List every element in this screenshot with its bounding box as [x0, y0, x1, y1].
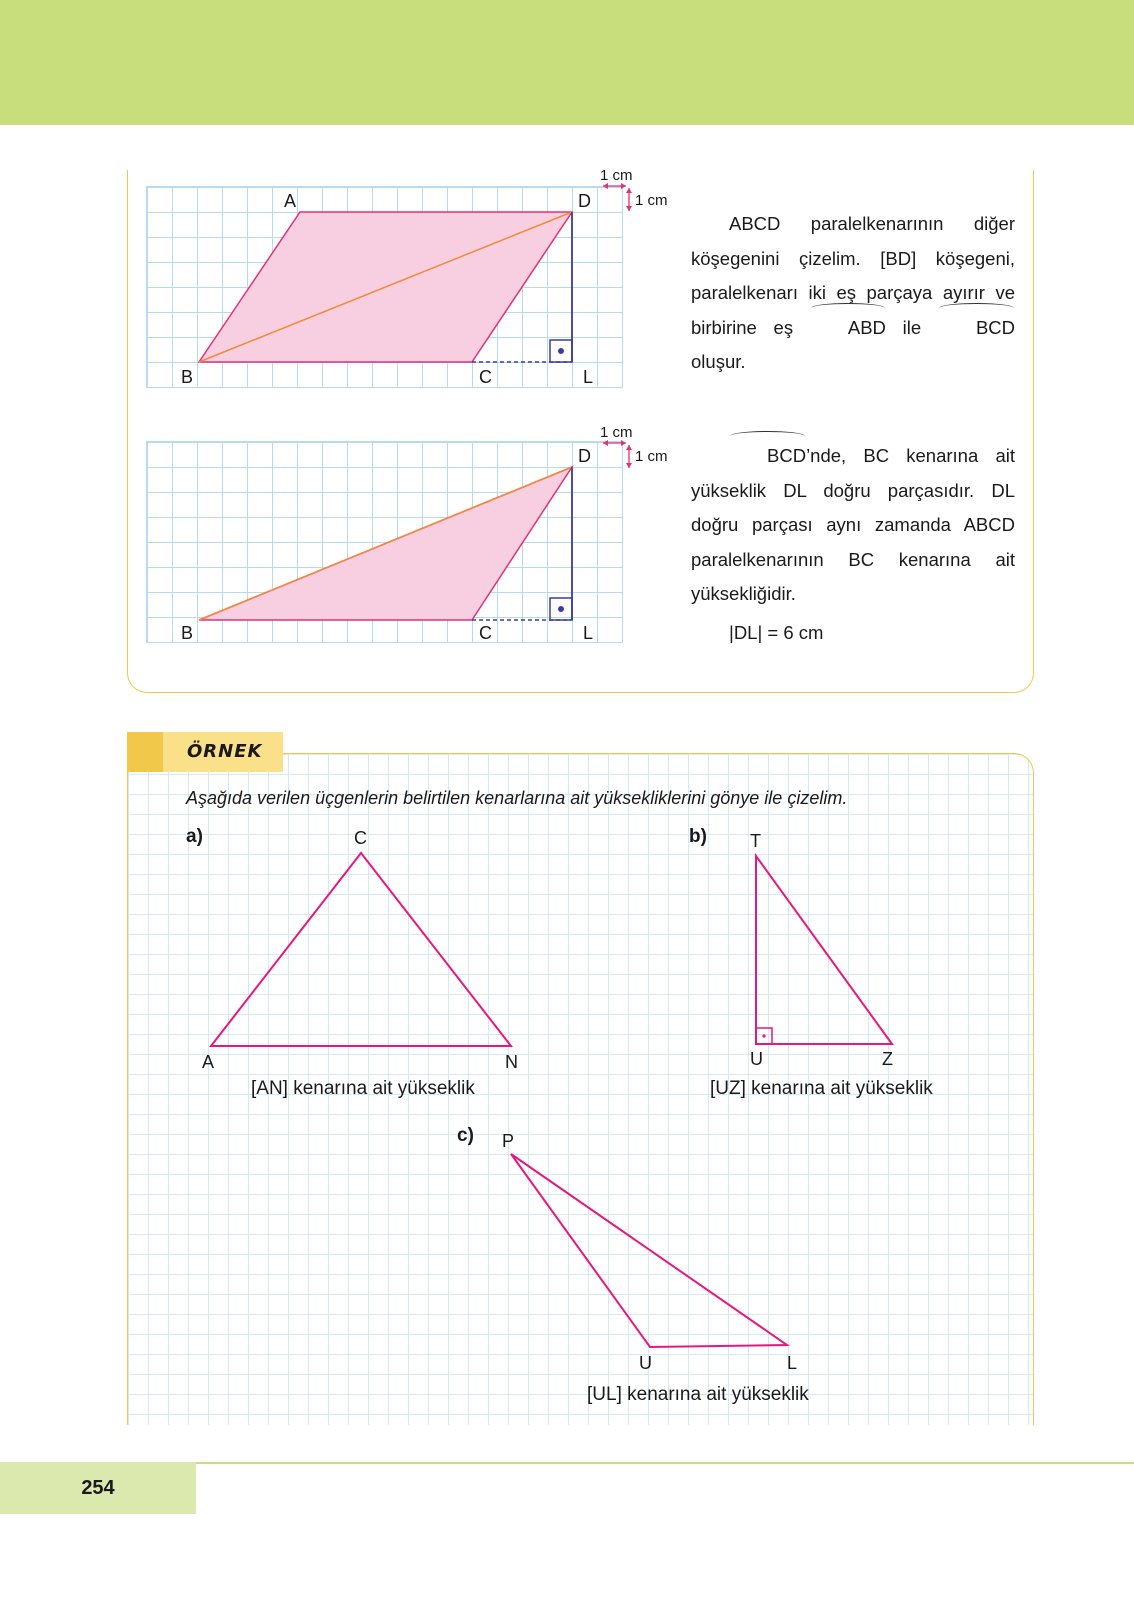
- measure-value: | = 6 cm: [757, 622, 824, 643]
- page-number: 254: [0, 1462, 196, 1514]
- part-a-label: a): [186, 826, 203, 847]
- triangle-abd-label: ABD: [810, 311, 886, 346]
- vertex-label-l: L: [787, 1353, 798, 1373]
- text-1-end: oluşur.: [691, 351, 746, 372]
- vertex-label-a: A: [202, 1052, 215, 1072]
- unit-label-vertical: 1 cm: [635, 448, 668, 465]
- vertex-label-u: U: [750, 1049, 763, 1069]
- text-1-connector: ile: [885, 316, 938, 338]
- triangle-bcd-label: BCD: [938, 311, 1015, 346]
- vertex-label-c: C: [354, 828, 367, 848]
- vertex-label-n: N: [505, 1052, 518, 1072]
- example-instruction: Aşağıda verilen üçgenlerin belirtilen kenarlarına ait yüksekliklerini gönye ile çizelim.: [186, 788, 848, 808]
- example-tag: ÖRNEK: [163, 732, 283, 772]
- segment-dl: DL: [733, 622, 758, 643]
- part-c-label: c): [457, 1125, 474, 1146]
- unit-label-vertical: 1 cm: [635, 192, 668, 209]
- vertex-label-p: P: [502, 1131, 515, 1151]
- vertex-label-l: L: [583, 623, 594, 643]
- footer-rule: [196, 1462, 1134, 1464]
- vertex-label-c: C: [479, 367, 492, 387]
- part-b-label: b): [689, 826, 707, 847]
- vertex-label-b: B: [181, 623, 194, 643]
- abs-bar-left: |: [729, 622, 734, 643]
- unit-label-horizontal: 1 cm: [600, 167, 633, 184]
- triangle-pul: [511, 1154, 787, 1347]
- vertex-label-d: D: [578, 446, 591, 466]
- vertex-label-a: A: [284, 191, 297, 211]
- caption-part-c: [UL] kenarına ait yükseklik: [587, 1384, 809, 1405]
- vertex-label-u: U: [639, 1353, 652, 1373]
- caption-part-b: [UZ] kenarına ait yükseklik: [710, 1078, 933, 1099]
- text-2-body: ’nde, BC kenarına ait yükseklik DL doğru parçasıdır. DL doğru parçası aynı zamanda ABCD paralelkenarının BC kenarına ait yüksekliğidir.: [691, 445, 1015, 604]
- vertex-label-c: C: [479, 623, 492, 643]
- text-1-body: ABCD paralelkenarının diğer köşegenini çizelim. [BD] köşegeni, paralelkenarı iki eş parçaya ayırır ve birbirine eş: [691, 213, 1015, 338]
- vertex-label-l: L: [583, 367, 594, 387]
- right-angle-dot: [762, 1034, 765, 1037]
- caption-part-a: [AN] kenarına ait yükseklik: [251, 1078, 475, 1099]
- vertex-label-d: D: [578, 191, 591, 211]
- vertex-label-t: T: [750, 831, 761, 851]
- triangle-bcd-label: BCD: [729, 439, 806, 474]
- unit-label-horizontal: 1 cm: [600, 424, 633, 441]
- triangle-can: [211, 853, 511, 1046]
- triangle-tuz: [756, 856, 892, 1044]
- vertex-label-z: Z: [882, 1049, 893, 1069]
- vertex-label-b: B: [181, 367, 194, 387]
